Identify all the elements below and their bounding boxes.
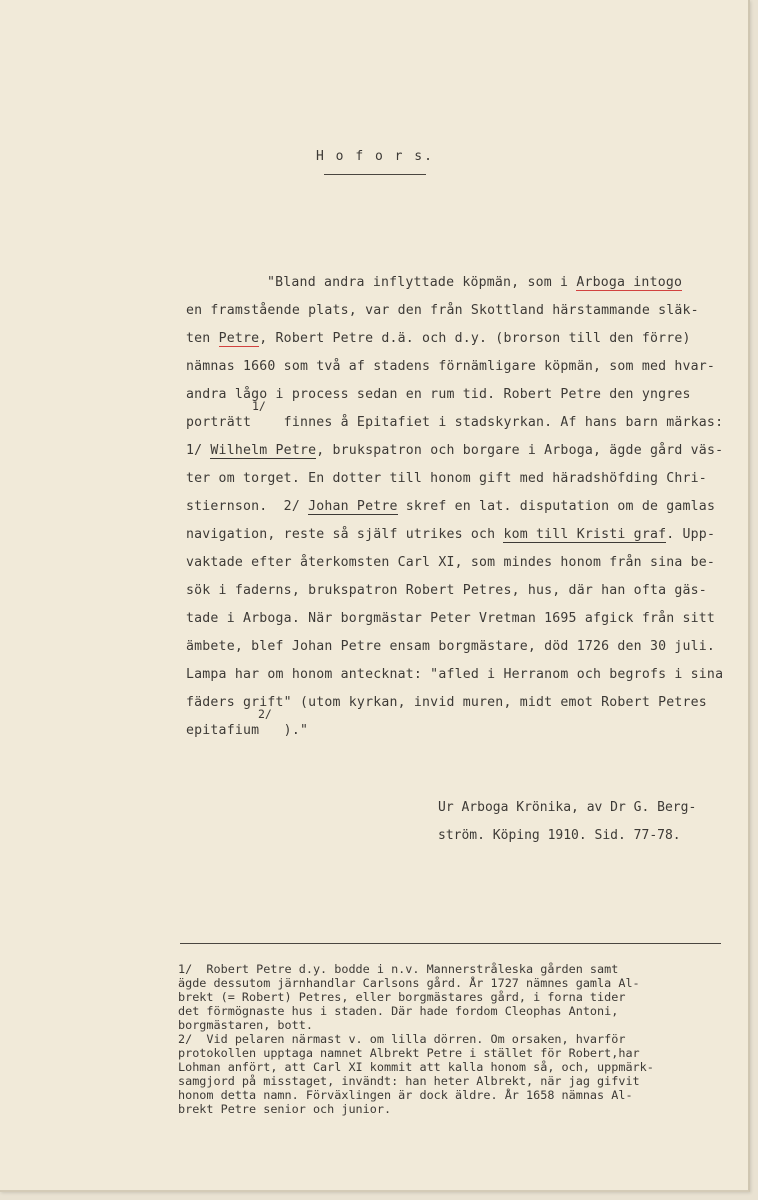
underlined-phrase: kom till Kristi graf <box>503 527 667 542</box>
red-underlined-text: Petre <box>218 331 260 346</box>
body-line: stiernson. 2/ Johan Petre skref en lat. disputation om de gamlas <box>186 499 716 514</box>
footnote-reference-2: 2/ <box>258 707 272 721</box>
footnote-separator <box>180 943 721 944</box>
body-line: sök i faderns, brukspatron Robert Petres, hus, där han ofta gäs- <box>186 583 707 598</box>
body-line: epitafium )." <box>186 723 309 738</box>
footnote-line: 1/ Robert Petre d.y. bodde i n.v. Mannerstråleska gården samt <box>178 962 619 976</box>
underlined-name: Wilhelm Petre <box>210 443 317 458</box>
body-line: porträtt finnes å Epitafiet i stadskyrkan. Af hans barn märkas: <box>186 415 724 430</box>
footnote-line: ägde dessutom järnhandlar Carlsons gård. År 1727 nämnes gamla Al- <box>178 976 640 990</box>
source-citation-line: ström. Köping 1910. Sid. 77-78. <box>438 828 681 843</box>
footnote-line: Lohman anfört, att Carl XI kommit att kalla honom så, och, uppmärk- <box>178 1060 654 1074</box>
body-line: Lampa har om honom antecknat: "afled i Herranom och begrofs i sina <box>186 667 724 682</box>
footnote-line: protokollen upptaga namnet Albrekt Petre i stället för Robert,har <box>178 1046 640 1060</box>
body-line: ämbete, blef Johan Petre ensam borgmästare, död 1726 den 30 juli. <box>186 639 716 654</box>
body-line: ter om torget. En dotter till honom gift med häradshöfding Chri- <box>186 471 707 486</box>
body-line: andra lågo i process sedan en rum tid. Robert Petre den yngres <box>186 387 691 402</box>
red-underlined-text: Arboga intogo <box>576 275 683 290</box>
footnote-line: samgjord på misstaget, invändt: han heter Albrekt, när jag gifvit <box>178 1074 640 1088</box>
footnote-line: honom detta namn. Förväxlingen är dock äldre. År 1658 nämnas Al- <box>178 1088 633 1102</box>
footnote-line: brekt (= Robert) Petres, eller borgmästares gård, i forna tider <box>178 990 626 1004</box>
source-citation-line: Ur Arboga Krönika, av Dr G. Berg- <box>438 800 697 815</box>
body-line: 1/ Wilhelm Petre, brukspatron och borgare i Arboga, ägde gård väs- <box>186 443 724 458</box>
body-line: vaktade efter återkomsten Carl XI, som mindes honom från sina be- <box>186 555 716 570</box>
body-line: "Bland andra inflyttade köpmän, som i Arboga intogo <box>267 275 683 290</box>
footnote-line: 2/ Vid pelaren närmast v. om lilla dörren. Om orsaken, hvarför <box>178 1032 626 1046</box>
body-line: nämnas 1660 som två af stadens förnämligare köpmän, som med hvar- <box>186 359 716 374</box>
body-line: ten Petre, Robert Petre d.ä. och d.y. (brorson till den förre) <box>186 331 691 346</box>
footnote-line: borgmästaren, bott. <box>178 1018 313 1032</box>
page-title: H o f o r s. <box>316 149 434 164</box>
body-line: en framstående plats, var den från Skottland härstammande släk- <box>186 303 699 318</box>
title-underline <box>324 174 426 175</box>
underlined-name: Johan Petre <box>308 499 398 514</box>
footnote-line: det förmögnaste hus i staden. Där hade fordom Cleophas Antoni, <box>178 1004 619 1018</box>
body-line: tade i Arboga. När borgmästar Peter Vretman 1695 afgick från sitt <box>186 611 716 626</box>
body-line: navigation, reste så själf utrikes och kom till Kristi graf. Upp- <box>186 527 716 542</box>
body-line: fäders grift" (utom kyrkan, invid muren, midt emot Robert Petres <box>186 695 707 710</box>
footnote-line: brekt Petre senior och junior. <box>178 1102 392 1116</box>
footnote-reference-1: 1/ <box>252 399 266 413</box>
